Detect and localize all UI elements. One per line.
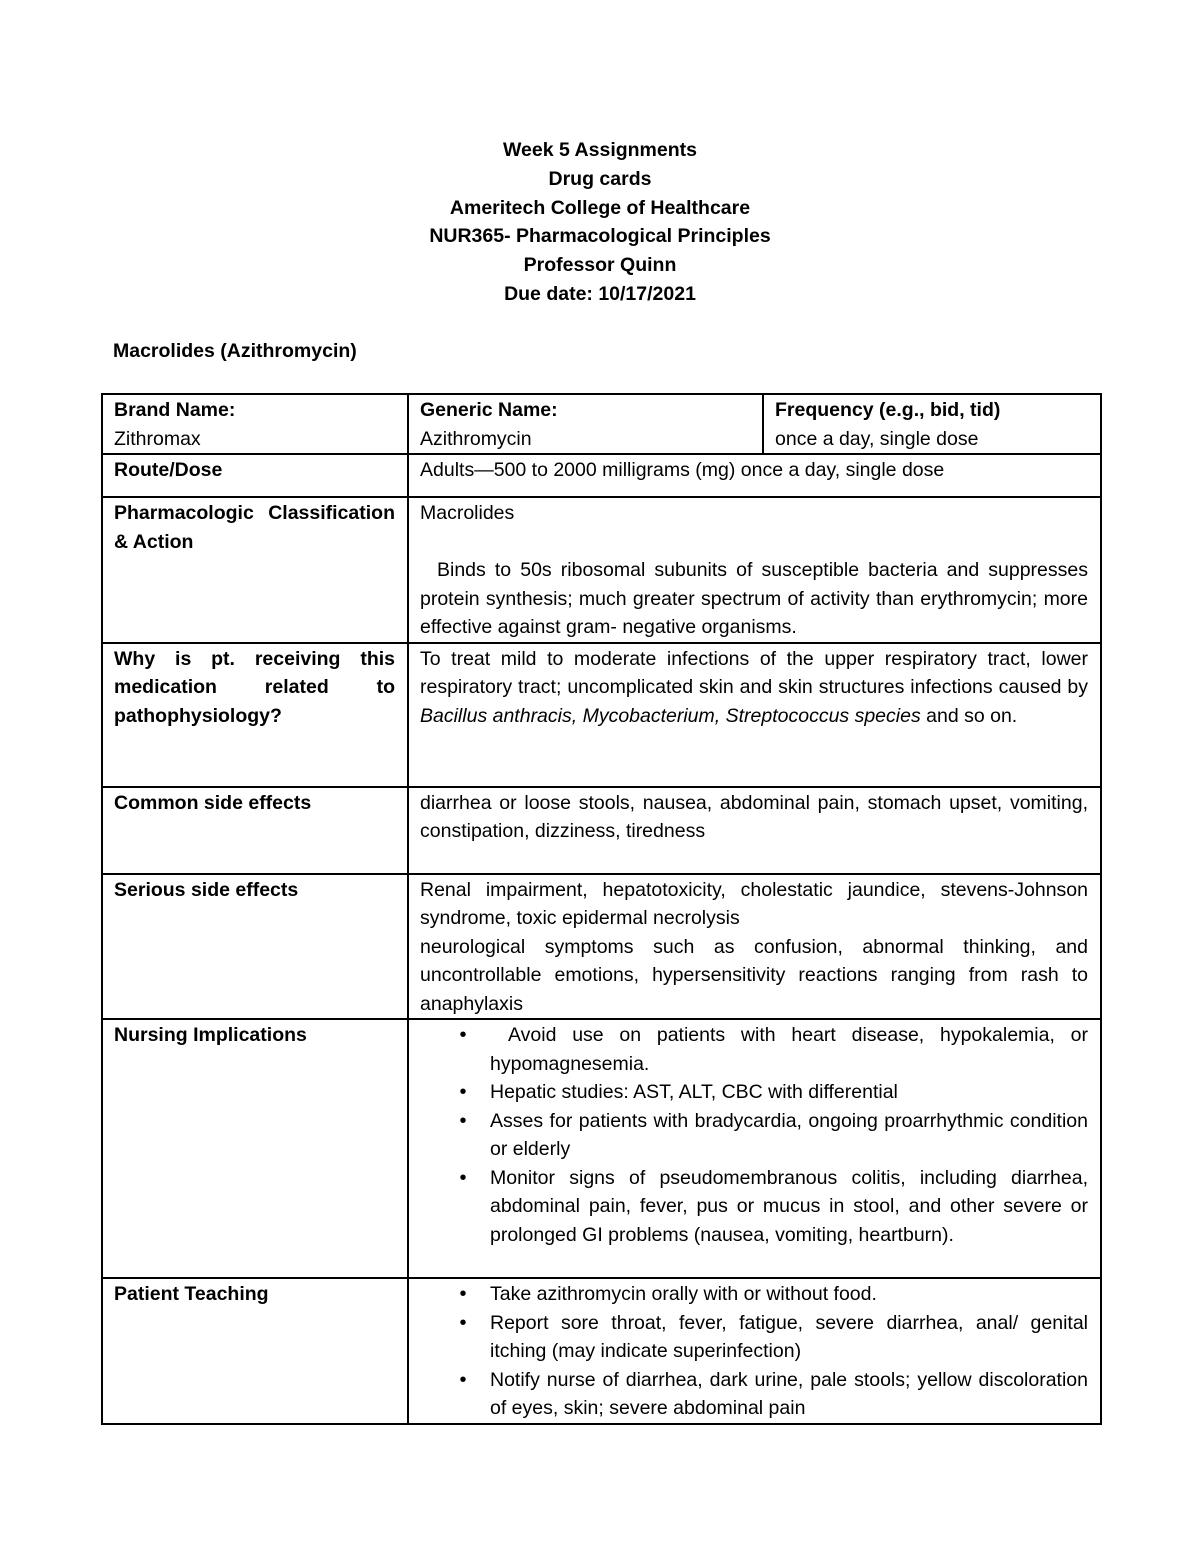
brand-name-value: Zithromax xyxy=(114,427,201,450)
patient-teaching-cell xyxy=(408,1278,1101,1424)
table-row xyxy=(102,874,1101,1020)
list-item: • Notify nurse of diarrhea, dark urine, pale stools; yellow discoloration of eyes, skin; severe abdominal pain xyxy=(420,1366,1088,1423)
list-item: • Monitor signs of pseudomembranous colitis, including diarrhea, abdominal pain, fever, pus or mucus in stool, and other severe or prolonged GI problems (nausea, vomiting, heartburn). xyxy=(420,1164,1088,1250)
serious-side-effects-label: Serious side effects xyxy=(102,874,408,1020)
serious-side-effects-cell xyxy=(408,874,1101,1020)
bullet-icon: • xyxy=(459,1166,467,1189)
generic-name-cell xyxy=(408,394,763,454)
action-value: Binds to 50s ribosomal subunits of susceptible bacteria and suppresses protein synthesis; much greater spectrum of activity than erythromycin; more effective against gram- negative organisms. xyxy=(420,559,1088,638)
frequency-value: once a day, single dose xyxy=(775,427,979,450)
table-row xyxy=(102,394,1101,454)
nursing-implications-label: Nursing Implications xyxy=(102,1019,408,1278)
why-text-end: and so on. xyxy=(926,704,1018,727)
header-course: NUR365- Pharmacological Principles xyxy=(429,225,771,248)
list-item: • Report sore throat, fever, fatigue, severe diarrhea, anal/ genital itching (may indicate superinfection) xyxy=(420,1309,1088,1366)
header-title: Drug cards xyxy=(548,167,652,190)
bullet-icon: • xyxy=(459,1109,467,1132)
common-side-effects-value: diarrhea or loose stools, nausea, abdominal pain, stomach upset, vomiting, constipation, dizziness, tiredness xyxy=(408,787,1101,874)
table-row xyxy=(102,497,1101,643)
brand-name-cell xyxy=(102,394,408,454)
bullet-icon: • xyxy=(459,1283,467,1305)
classification-value: Macrolides xyxy=(420,502,515,524)
bullet-icon: • xyxy=(459,1024,467,1046)
nursing-implications-list xyxy=(420,1021,1088,1249)
patient-teaching-list xyxy=(420,1280,1088,1423)
table-row xyxy=(102,454,1101,497)
route-dose-value: Adults—500 to 2000 milligrams (mg) once a day, single dose xyxy=(408,454,1101,497)
frequency-label: Frequency (e.g., bid, tid) xyxy=(775,399,1001,421)
serious-side-effects-value: neurological symptoms such as confusion, abnormal thinking, and uncontrollable emotions, hypersensitivity reactions ranging from rash to anaphylaxis xyxy=(420,935,1088,1015)
why-receiving-label: Why is pt. receiving this medication related to pathophysiology? xyxy=(102,643,408,787)
table-row xyxy=(102,787,1101,874)
section-title: Macrolides (Azithromycin) xyxy=(113,340,357,362)
drug-card-table xyxy=(101,393,1102,1425)
common-side-effects-label: Common side effects xyxy=(102,787,408,874)
list-item: • Hepatic studies: AST, ALT, CBC with differential xyxy=(420,1078,1088,1107)
header-college: Ameritech College of Healthcare xyxy=(449,196,751,219)
table-row xyxy=(102,1019,1101,1278)
document-header xyxy=(0,136,1200,309)
serious-side-effects-value: Renal impairment, hepatotoxicity, cholestatic jaundice, stevens-Johnson syndrome, toxic epidermal necrolysis xyxy=(420,878,1088,929)
list-item: • Asses for patients with bradycardia, ongoing proarrhythmic condition or elderly xyxy=(420,1107,1088,1164)
header-assignment: Week 5 Assignments xyxy=(503,139,697,161)
classification-label: Pharmacologic Classification & Action xyxy=(102,497,408,643)
why-organisms: Bacillus anthracis, Mycobacterium, Streptococcus species xyxy=(420,704,921,727)
bullet-icon: • xyxy=(459,1368,467,1391)
why-text: To treat mild to moderate infections of the upper respiratory tract, lower respiratory tract; uncomplicated skin and skin structures infections caused by xyxy=(420,647,1088,698)
table-row xyxy=(102,643,1101,787)
frequency-cell xyxy=(763,394,1101,454)
nursing-implications-cell xyxy=(408,1019,1101,1278)
list-item: • Take azithromycin orally with or without food. xyxy=(420,1280,1088,1309)
bullet-icon: • xyxy=(459,1311,467,1334)
list-item: • Avoid use on patients with heart disease, hypokalemia, or hypomagnesemia. xyxy=(420,1021,1088,1078)
header-due-date: Due date: 10/17/2021 xyxy=(504,282,696,305)
bullet-icon: • xyxy=(459,1081,467,1103)
generic-name-value: Azithromycin xyxy=(420,427,532,450)
why-receiving-value xyxy=(408,643,1101,787)
patient-teaching-label: Patient Teaching xyxy=(102,1278,408,1424)
brand-name-label: Brand Name: xyxy=(114,399,236,421)
classification-cell xyxy=(408,497,1101,643)
header-professor: Professor Quinn xyxy=(523,254,677,277)
route-dose-label: Route/Dose xyxy=(102,454,408,497)
table-row xyxy=(102,1278,1101,1424)
generic-name-label: Generic Name: xyxy=(420,399,558,421)
